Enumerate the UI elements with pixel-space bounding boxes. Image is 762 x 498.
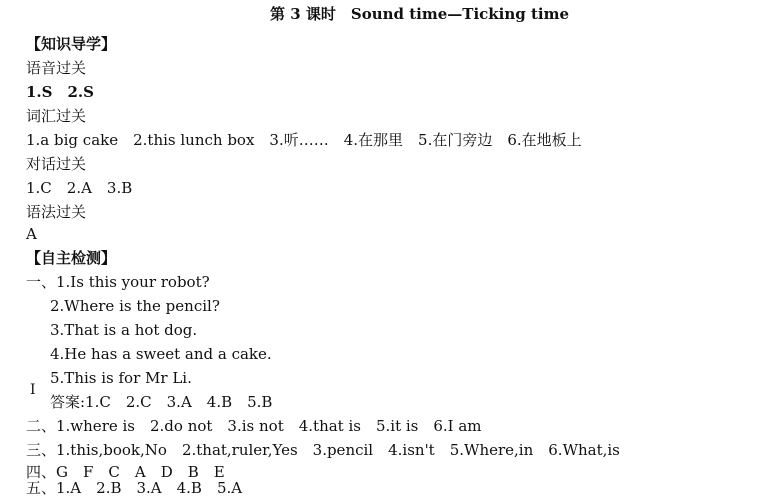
q1-item: 5.This is for Mr Li. <box>50 369 192 387</box>
section-header-check: 【自主检测】 <box>26 249 117 267</box>
vocab-answer: 1.a big cake 2.this lunch box 3.听…… 4.在那里 5.在门旁边 6.在地板上 <box>26 131 582 149</box>
q1-item: 一、1.Is this your robot? <box>26 273 210 291</box>
grammar-label: 语法过关 <box>26 203 87 221</box>
q1-item: 2.Where is the pencil? <box>50 297 220 315</box>
q4-answers: 四、G F C A D B E <box>26 463 225 481</box>
q3-answers: 三、1.this,book,No 2.that,ruler,Yes 3.pencil 4.isn't 5.Where,in 6.What,is <box>26 441 620 459</box>
vocab-label: 词汇过关 <box>26 107 87 125</box>
phonics-answer: 1.S 2.S <box>26 83 94 101</box>
q1-answer: 答案:1.C 2.C 3.A 4.B 5.B <box>50 393 273 411</box>
section-header-guide: 【知识导学】 <box>26 35 117 53</box>
grammar-answer: A <box>26 225 37 243</box>
q1-item: 4.He has a sweet and a cake. <box>50 345 272 363</box>
dialog-answer: 1.C 2.A 3.B <box>26 179 133 197</box>
page-title: 第 3 课时 Sound time—Ticking time <box>270 5 570 23</box>
phonics-label: 语音过关 <box>26 59 87 77</box>
q2-answers: 二、1.where is 2.do not 3.is not 4.that is 5.it is 6.I am <box>26 417 482 435</box>
stray-mark: I <box>30 382 36 398</box>
dialog-label: 对话过关 <box>26 155 87 173</box>
q5-answers: 五、1.A 2.B 3.A 4.B 5.A <box>26 479 243 497</box>
q1-item: 3.That is a hot dog. <box>50 321 198 339</box>
